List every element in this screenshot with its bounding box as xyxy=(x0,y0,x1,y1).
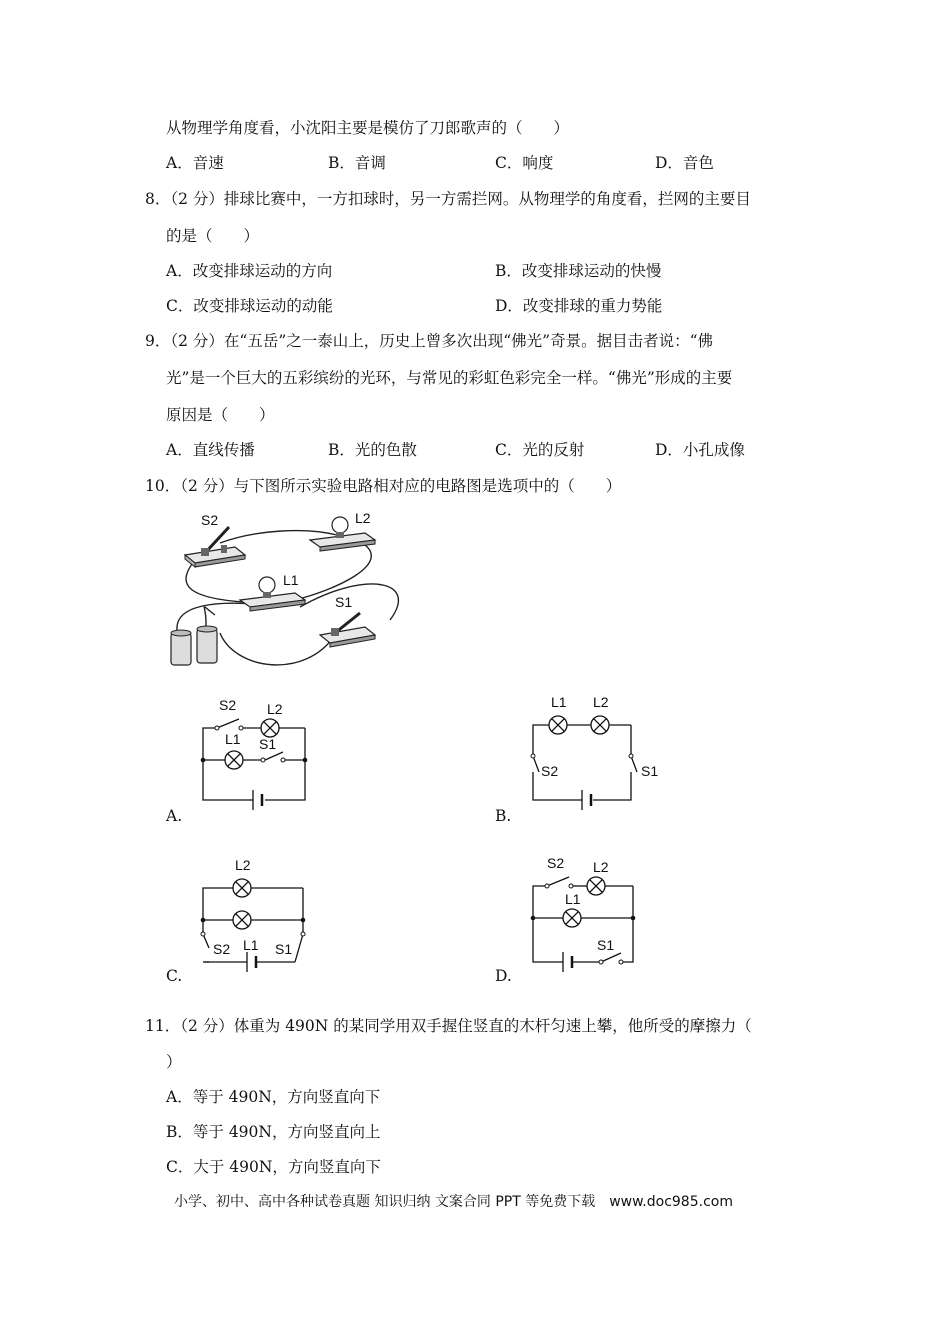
q7-option-c[interactable]: C．响度 xyxy=(495,154,554,172)
circuit-option-a[interactable] xyxy=(195,692,315,817)
a-label-l2: L2 xyxy=(267,701,283,717)
q8-stem-line2: 的是（ ） xyxy=(166,227,260,245)
q10-option-c[interactable]: C. xyxy=(166,967,183,985)
d-label-s2: S2 xyxy=(547,855,565,871)
footer-download-banner[interactable]: 小学、初中、高中各种试卷真题 知识归纳 文案合同 PPT 等免费下载 www.doc985.com xyxy=(174,1194,733,1210)
circuit-option-d[interactable] xyxy=(525,850,650,980)
q11-option-c[interactable]: C．大于 490N，方向竖直向下 xyxy=(166,1158,381,1176)
q11-stem-line2: ） xyxy=(166,1053,182,1071)
photo-label-s1: S1 xyxy=(335,594,353,610)
a-label-s2: S2 xyxy=(219,697,237,713)
d-label-l2: L2 xyxy=(593,859,609,875)
b-label-s1: S1 xyxy=(641,763,659,779)
q7-option-d[interactable]: D．音色 xyxy=(655,154,714,172)
q11-stem-line1: 11．（2 分）体重为 490N 的某同学用双手握住竖直的木杆匀速上攀，他所受的摩擦力（ xyxy=(145,1017,752,1035)
q9-option-b[interactable]: B．光的色散 xyxy=(328,441,417,459)
a-label-l1: L1 xyxy=(225,731,241,747)
q9-option-a[interactable]: A．直线传播 xyxy=(166,441,255,459)
photo-switch-s1 xyxy=(320,594,375,647)
q10-option-b[interactable]: B. xyxy=(495,807,512,825)
d-label-s1: S1 xyxy=(597,937,615,953)
photo-switch-s2 xyxy=(185,512,245,567)
b-label-l2: L2 xyxy=(593,694,609,710)
photo-label-l2: L2 xyxy=(355,510,371,526)
c-label-l1: L1 xyxy=(243,937,259,953)
d-label-l1: L1 xyxy=(565,891,581,907)
q9-option-c[interactable]: C．光的反射 xyxy=(495,441,585,459)
q7-option-b[interactable]: B．音调 xyxy=(328,154,386,172)
circuit-option-c[interactable] xyxy=(195,852,320,982)
q8-option-b[interactable]: B．改变排球运动的快慢 xyxy=(495,262,662,280)
q8-option-c[interactable]: C．改变排球运动的动能 xyxy=(166,297,333,315)
a-label-s1: S1 xyxy=(259,736,277,752)
c-label-s1: S1 xyxy=(275,941,293,957)
photo-lamp-l2 xyxy=(310,510,375,551)
b-label-s2: S2 xyxy=(541,763,559,779)
q7-stem: 从物理学角度看，小沈阳主要是模仿了刀郎歌声的（ ） xyxy=(166,119,570,137)
q9-option-d[interactable]: D．小孔成像 xyxy=(655,441,745,459)
b-label-l1: L1 xyxy=(551,694,567,710)
photo-lamp-l1 xyxy=(240,572,305,611)
q10-stem: 10．（2 分）与下图所示实验电路相对应的电路图是选项中的（ ） xyxy=(145,477,622,495)
q11-option-b[interactable]: B．等于 490N，方向竖直向上 xyxy=(166,1123,381,1141)
c-label-l2: L2 xyxy=(235,857,251,873)
c-label-s2: S2 xyxy=(213,941,231,957)
circuit-option-b[interactable] xyxy=(525,692,665,817)
circuit-photo xyxy=(165,505,425,680)
q8-option-d[interactable]: D．改变排球的重力势能 xyxy=(495,297,663,315)
q10-option-d[interactable]: D. xyxy=(495,967,512,985)
q9-stem-line2: 光”是一个巨大的五彩缤纷的光环，与常见的彩虹色彩完全一样。“佛光”形成的主要 xyxy=(166,369,733,387)
photo-batteries xyxy=(171,626,217,665)
q11-option-a[interactable]: A．等于 490N，方向竖直向下 xyxy=(166,1088,381,1106)
q9-stem-line3: 原因是（ ） xyxy=(166,406,275,424)
q8-stem-line1: 8．（2 分）排球比赛中，一方扣球时，另一方需拦网。从物理学的角度看，拦网的主要目 xyxy=(145,190,751,208)
q10-option-a[interactable]: A. xyxy=(166,807,183,825)
q8-option-a[interactable]: A．改变排球运动的方向 xyxy=(166,262,333,280)
q7-option-a[interactable]: A．音速 xyxy=(166,154,224,172)
photo-label-s2: S2 xyxy=(201,512,219,528)
q9-stem-line1: 9．（2 分）在“五岳”之一泰山上，历史上曾多次出现“佛光”奇景。据目击者说：“佛 xyxy=(145,332,714,350)
photo-label-l1: L1 xyxy=(283,572,299,588)
